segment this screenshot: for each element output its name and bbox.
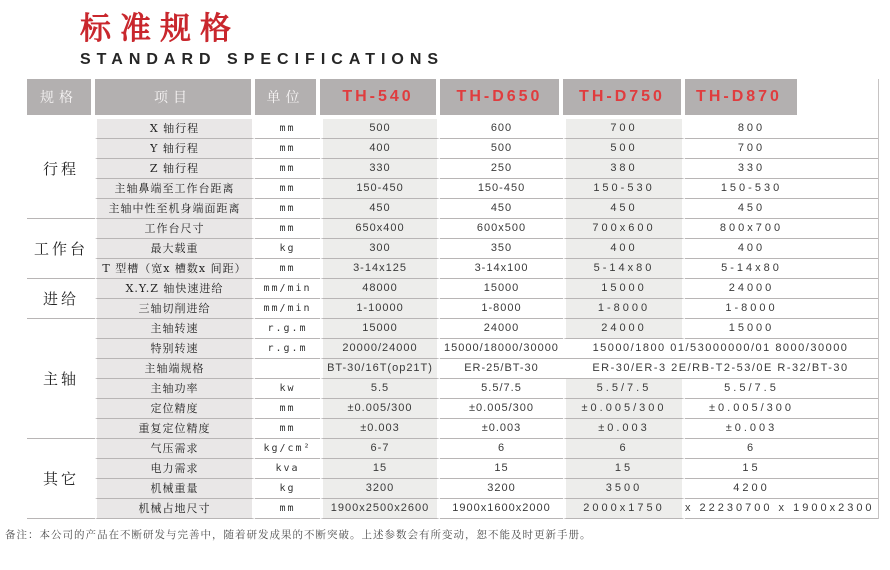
value-cell: 800x700	[685, 219, 878, 239]
value-cell: 700	[685, 139, 878, 159]
value-cell: 300	[320, 239, 440, 259]
value-cell: 330	[320, 159, 440, 179]
item-label: 机械重量	[95, 479, 255, 499]
value-cell: 600x500	[440, 219, 563, 239]
value-cell: 15000	[440, 279, 563, 299]
item-label: 特别转速	[95, 339, 255, 359]
value-cell: ±0.003	[685, 419, 878, 439]
value-cell: 3500	[563, 479, 685, 499]
value-cell: 400	[563, 239, 685, 259]
unit-label: kw	[255, 379, 320, 399]
value-cell: 20000/24000	[320, 339, 440, 359]
value-cell: 48000	[320, 279, 440, 299]
value-cell: 500	[320, 119, 440, 139]
item-label: 主轴鼻端至工作台距离	[95, 179, 255, 199]
item-label: 工作台尺寸	[95, 219, 255, 239]
value-cell: 15000	[320, 319, 440, 339]
item-label: 机械占地尺寸	[95, 499, 255, 519]
value-cell: 24000	[685, 279, 878, 299]
unit-label: mm/min	[255, 299, 320, 319]
unit-label: mm/min	[255, 279, 320, 299]
value-cell: 600	[440, 119, 563, 139]
unit-label: mm	[255, 259, 320, 279]
footer-note: 备注：本公司的产品在不断研发与完善中，随着研发成果的不断突破。上述参数会有所变动，恕不能及时更新手册。	[5, 528, 592, 541]
value-cell: 15	[320, 459, 440, 479]
value-cell: 450	[440, 199, 563, 219]
table-row	[27, 179, 878, 199]
value-cell: 6	[685, 439, 878, 459]
page-subtitle: STANDARD SPECIFICATIONS	[80, 50, 445, 68]
unit-label: r.g.m	[255, 319, 320, 339]
value-cell: 24000	[440, 319, 563, 339]
table-row	[27, 499, 878, 519]
table-row	[27, 159, 878, 179]
table-row	[27, 199, 878, 219]
value-cell: 5-14x80	[685, 259, 878, 279]
value-cell: 450	[320, 199, 440, 219]
value-cell: BT-30/16T(op21T)	[320, 359, 440, 379]
value-cell: 350	[440, 239, 563, 259]
value-cell: 5.5/7.5	[440, 379, 563, 399]
item-label: 电力需求	[95, 459, 255, 479]
header-item: 项目	[95, 79, 255, 119]
value-cell: ±0.005/300	[440, 399, 563, 419]
table-row	[27, 399, 878, 419]
value-cell: 15000	[563, 279, 685, 299]
value-cell: 15000	[685, 319, 878, 339]
value-cell: 450	[685, 199, 878, 219]
value-cell: 400	[685, 239, 878, 259]
value-cell: 400	[320, 139, 440, 159]
value-cell: 650x400	[320, 219, 440, 239]
table-row	[27, 479, 878, 499]
value-cell: ±0.003	[563, 419, 685, 439]
table-row	[27, 439, 878, 459]
item-label: 三轴切削进给	[95, 299, 255, 319]
value-cell: 5-14x80	[563, 259, 685, 279]
value-cell: ±0.003	[320, 419, 440, 439]
value-cell: 150-530	[563, 179, 685, 199]
value-cell: 1-8000	[685, 299, 878, 319]
table-row	[27, 139, 878, 159]
value-cell: 150-450	[440, 179, 563, 199]
value-cell: 700x600	[563, 219, 685, 239]
header-model-th-d870: TH-D870	[685, 79, 878, 119]
page-title: 标准规格	[80, 11, 240, 47]
item-label: Y 轴行程	[95, 139, 255, 159]
unit-label	[255, 359, 320, 379]
value-cell: 6	[440, 439, 563, 459]
value-cell: 2000x1750	[563, 499, 685, 519]
table-row	[27, 419, 878, 439]
header-model-th-d750: TH-D750	[563, 79, 685, 119]
value-cell: 450	[563, 199, 685, 219]
value-cell: 15	[440, 459, 563, 479]
value-cell: ER-25/BT-30	[440, 359, 563, 379]
value-cell: 500	[440, 139, 563, 159]
unit-label: mm	[255, 179, 320, 199]
value-cell-merged: 15000/1800 01/53000000/01 8000/30000	[563, 339, 878, 359]
header-model-th-d650: TH-D650	[440, 79, 563, 119]
value-cell: ±0.005/300	[685, 399, 878, 419]
value-cell-merged: ER-30/ER-3 2E/RB-T2-53/0E R-32/BT-30	[563, 359, 878, 379]
value-cell: 3-14x125	[320, 259, 440, 279]
table-header-row	[27, 79, 878, 119]
unit-label: mm	[255, 419, 320, 439]
value-cell: 15	[685, 459, 878, 479]
value-cell: 700	[563, 119, 685, 139]
value-cell: ±0.003	[440, 419, 563, 439]
unit-label: mm	[255, 219, 320, 239]
value-cell: 800	[685, 119, 878, 139]
item-label: 主轴功率	[95, 379, 255, 399]
unit-label: kva	[255, 459, 320, 479]
item-label: 重复定位精度	[95, 419, 255, 439]
item-label: 定位精度	[95, 399, 255, 419]
table-row	[27, 359, 878, 379]
value-cell: 5.5/7.5	[685, 379, 878, 399]
item-label: 气压需求	[95, 439, 255, 459]
table-row	[27, 299, 878, 319]
unit-label: mm	[255, 139, 320, 159]
value-cell: ±0.005/300	[563, 399, 685, 419]
unit-label: kg	[255, 239, 320, 259]
spec-group-label: 其它	[27, 439, 95, 519]
item-label: X 轴行程	[95, 119, 255, 139]
unit-label: mm	[255, 399, 320, 419]
item-label: 主轴中性至机身端面距离	[95, 199, 255, 219]
value-cell: ±0.005/300	[320, 399, 440, 419]
table-row	[27, 239, 878, 259]
value-cell: 4200	[685, 479, 878, 499]
spec-group-label: 工作台	[27, 219, 95, 279]
value-cell: 3200	[440, 479, 563, 499]
unit-label: r.g.m	[255, 339, 320, 359]
value-cell: x 22230700 x 1900x2300	[685, 499, 878, 519]
value-cell: 500	[563, 139, 685, 159]
item-label: Z 轴行程	[95, 159, 255, 179]
table-row	[27, 259, 878, 279]
value-cell: 15000/18000/30000	[440, 339, 563, 359]
item-label: T 型槽（宽x 槽数x 间距）	[95, 259, 255, 279]
spec-group-label: 进给	[27, 279, 95, 319]
value-cell: 1900x1600x2000	[440, 499, 563, 519]
value-cell: 150-450	[320, 179, 440, 199]
unit-label: mm	[255, 499, 320, 519]
table-row	[27, 219, 878, 239]
value-cell: 1-10000	[320, 299, 440, 319]
value-cell: 330	[685, 159, 878, 179]
item-label: 主轴端规格	[95, 359, 255, 379]
value-cell: 3-14x100	[440, 259, 563, 279]
value-cell: 6	[563, 439, 685, 459]
header-unit: 单位	[255, 79, 320, 119]
unit-label: mm	[255, 199, 320, 219]
spec-group-label: 主轴	[27, 319, 95, 439]
value-cell: 250	[440, 159, 563, 179]
unit-label: mm	[255, 119, 320, 139]
value-cell: 3200	[320, 479, 440, 499]
table-row	[27, 379, 878, 399]
value-cell: 5.5/7.5	[563, 379, 685, 399]
spec-table	[27, 79, 879, 519]
table-row	[27, 339, 878, 359]
item-label: 最大载重	[95, 239, 255, 259]
header-spec: 规格	[27, 79, 95, 119]
table-row	[27, 279, 878, 299]
value-cell: 5.5	[320, 379, 440, 399]
value-cell: 1-8000	[440, 299, 563, 319]
value-cell: 24000	[563, 319, 685, 339]
unit-label: kg/cm²	[255, 439, 320, 459]
unit-label: mm	[255, 159, 320, 179]
title-block	[0, 0, 890, 69]
value-cell: 150-530	[685, 179, 878, 199]
value-cell: 380	[563, 159, 685, 179]
spec-group-label: 行程	[27, 119, 95, 219]
value-cell: 1-8000	[563, 299, 685, 319]
table-row	[27, 119, 878, 139]
header-model-th-540: TH-540	[320, 79, 440, 119]
item-label: 主轴转速	[95, 319, 255, 339]
unit-label: kg	[255, 479, 320, 499]
item-label: X.Y.Z 轴快速进给	[95, 279, 255, 299]
table-row	[27, 459, 878, 479]
table-row	[27, 319, 878, 339]
value-cell: 15	[563, 459, 685, 479]
value-cell: 6-7	[320, 439, 440, 459]
value-cell: 1900x2500x2600	[320, 499, 440, 519]
